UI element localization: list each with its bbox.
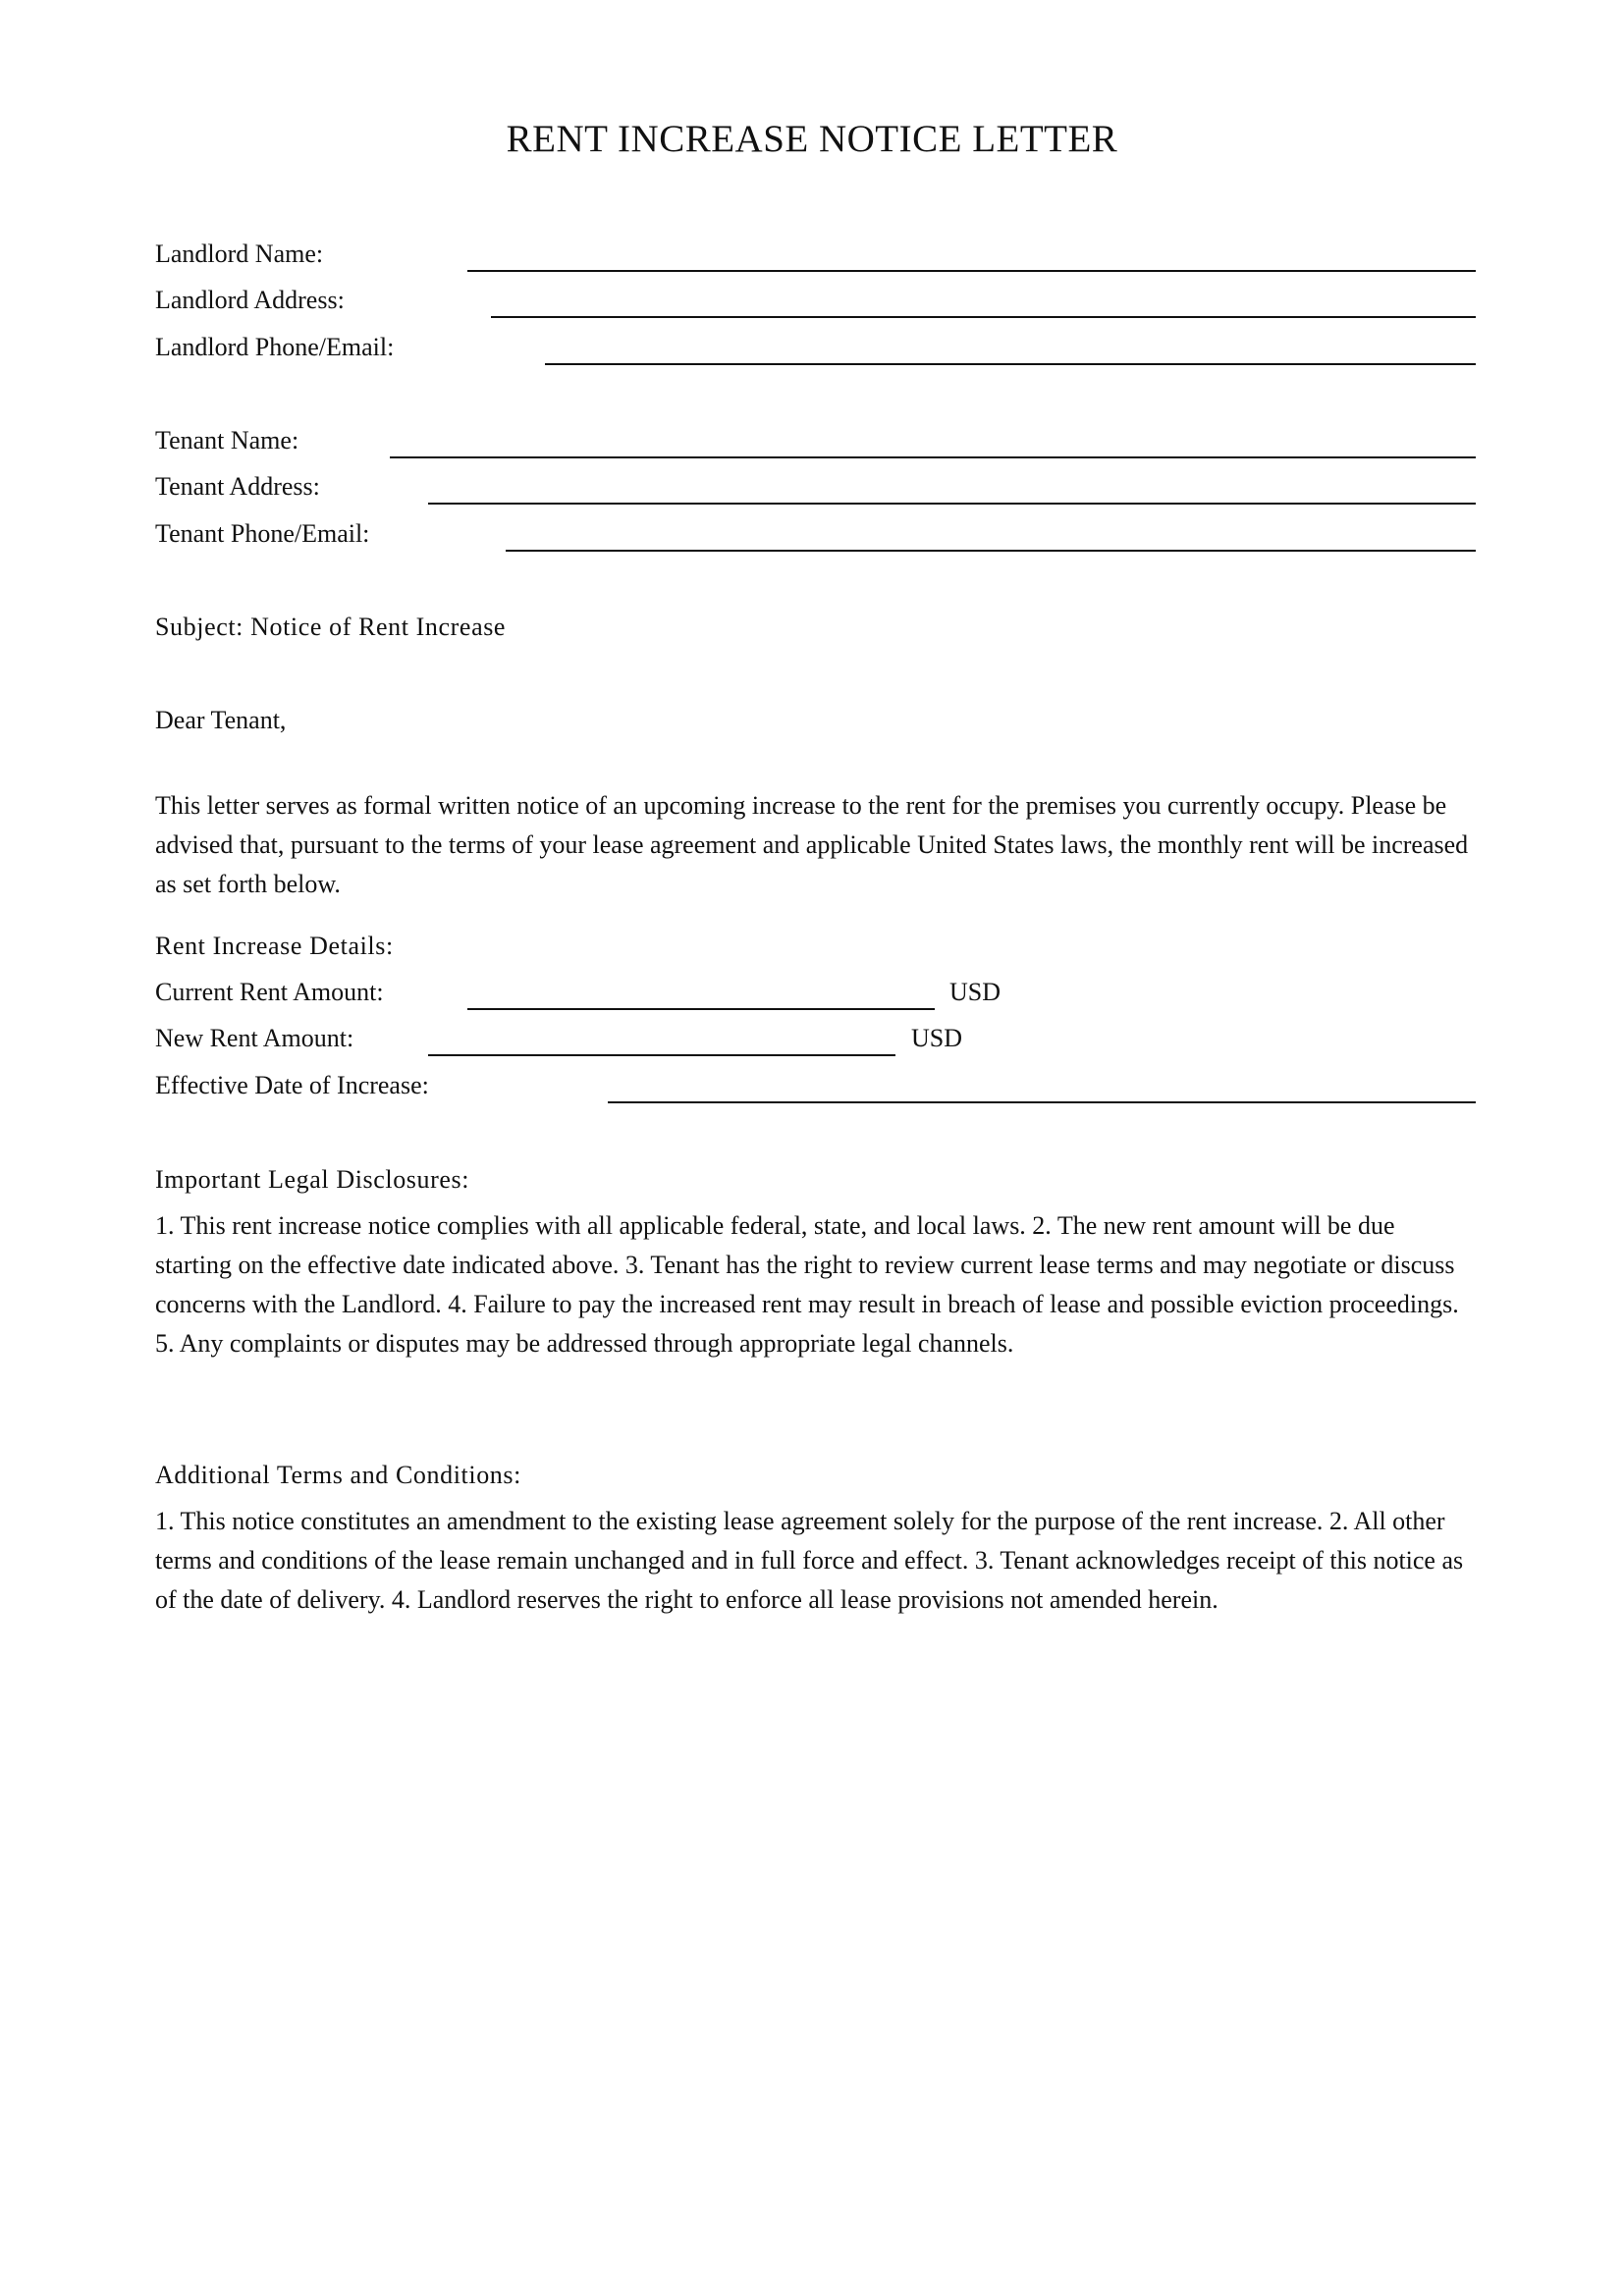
new-rent-currency: USD <box>911 1024 963 1052</box>
tenant-name-row <box>155 424 1476 463</box>
landlord-name-label: Landlord Name: <box>155 240 324 268</box>
tenant-address-row <box>155 470 1476 509</box>
tenant-address-label: Tenant Address: <box>155 472 320 501</box>
landlord-contact-label: Landlord Phone/Email: <box>155 333 395 361</box>
landlord-contact-field[interactable] <box>545 363 1476 365</box>
salutation: Dear Tenant, <box>155 706 287 734</box>
disclosures-heading: Important Legal Disclosures: <box>155 1165 470 1194</box>
document-title: RENT INCREASE NOTICE LETTER <box>506 118 1118 160</box>
disclosures-text: 1. This rent increase notice complies with all applicable federal, state, and local laws. 2. The new rent amount will be due starting on the effective date indicated above. 3. Tenant has the right to review current lease terms and may negotiate or discuss concerns with the Landlord. 4. Failure to pay the increased rent may result in breach of lease and possible eviction proceedings. 5. Any complaints or disputes may be addressed through appropriate legal channels. <box>155 1211 1459 1358</box>
tenant-address-field[interactable] <box>428 503 1476 505</box>
additional-terms-text: 1. This notice constitutes an amendment to the existing lease agreement solely for the purpose of the rent increase. 2. All other terms and conditions of the lease remain unchanged and in full force and effect. 3. Tenant acknowledges receipt of this notice as of the date of delivery. 4. Landlord reserves the right to enforce all lease provisions not amended herein. <box>155 1507 1464 1614</box>
current-rent-currency: USD <box>949 978 1001 1006</box>
landlord-name-row <box>155 238 1476 277</box>
tenant-contact-label: Tenant Phone/Email: <box>155 519 370 548</box>
additional-terms-heading: Additional Terms and Conditions: <box>155 1461 521 1489</box>
new-rent-label: New Rent Amount: <box>155 1024 354 1052</box>
effective-date-label: Effective Date of Increase: <box>155 1071 429 1099</box>
effective-date-field[interactable] <box>608 1101 1476 1103</box>
tenant-contact-field[interactable] <box>506 550 1476 552</box>
current-rent-row <box>155 976 1039 1015</box>
tenant-name-field[interactable] <box>390 456 1476 458</box>
subject-line: Subject: Notice of Rent Increase <box>155 613 507 641</box>
new-rent-field[interactable] <box>428 1054 895 1056</box>
landlord-address-field[interactable] <box>491 316 1476 318</box>
landlord-address-label: Landlord Address: <box>155 286 345 314</box>
current-rent-label: Current Rent Amount: <box>155 978 384 1006</box>
tenant-name-label: Tenant Name: <box>155 426 299 454</box>
tenant-contact-row <box>155 517 1476 557</box>
new-rent-row <box>155 1022 1039 1061</box>
rent-details-heading: Rent Increase Details: <box>155 932 394 960</box>
landlord-name-field[interactable] <box>467 270 1476 272</box>
effective-date-row <box>155 1069 1476 1108</box>
current-rent-field[interactable] <box>467 1008 935 1010</box>
landlord-address-row <box>155 284 1476 323</box>
intro-paragraph: This letter serves as formal written notice of an upcoming increase to the rent for the premises you currently occupy. Please be advised that, pursuant to the terms of your lease agreement and applicable United States laws, the monthly rent will be increased as set forth below. <box>155 791 1469 898</box>
landlord-contact-row <box>155 331 1476 370</box>
